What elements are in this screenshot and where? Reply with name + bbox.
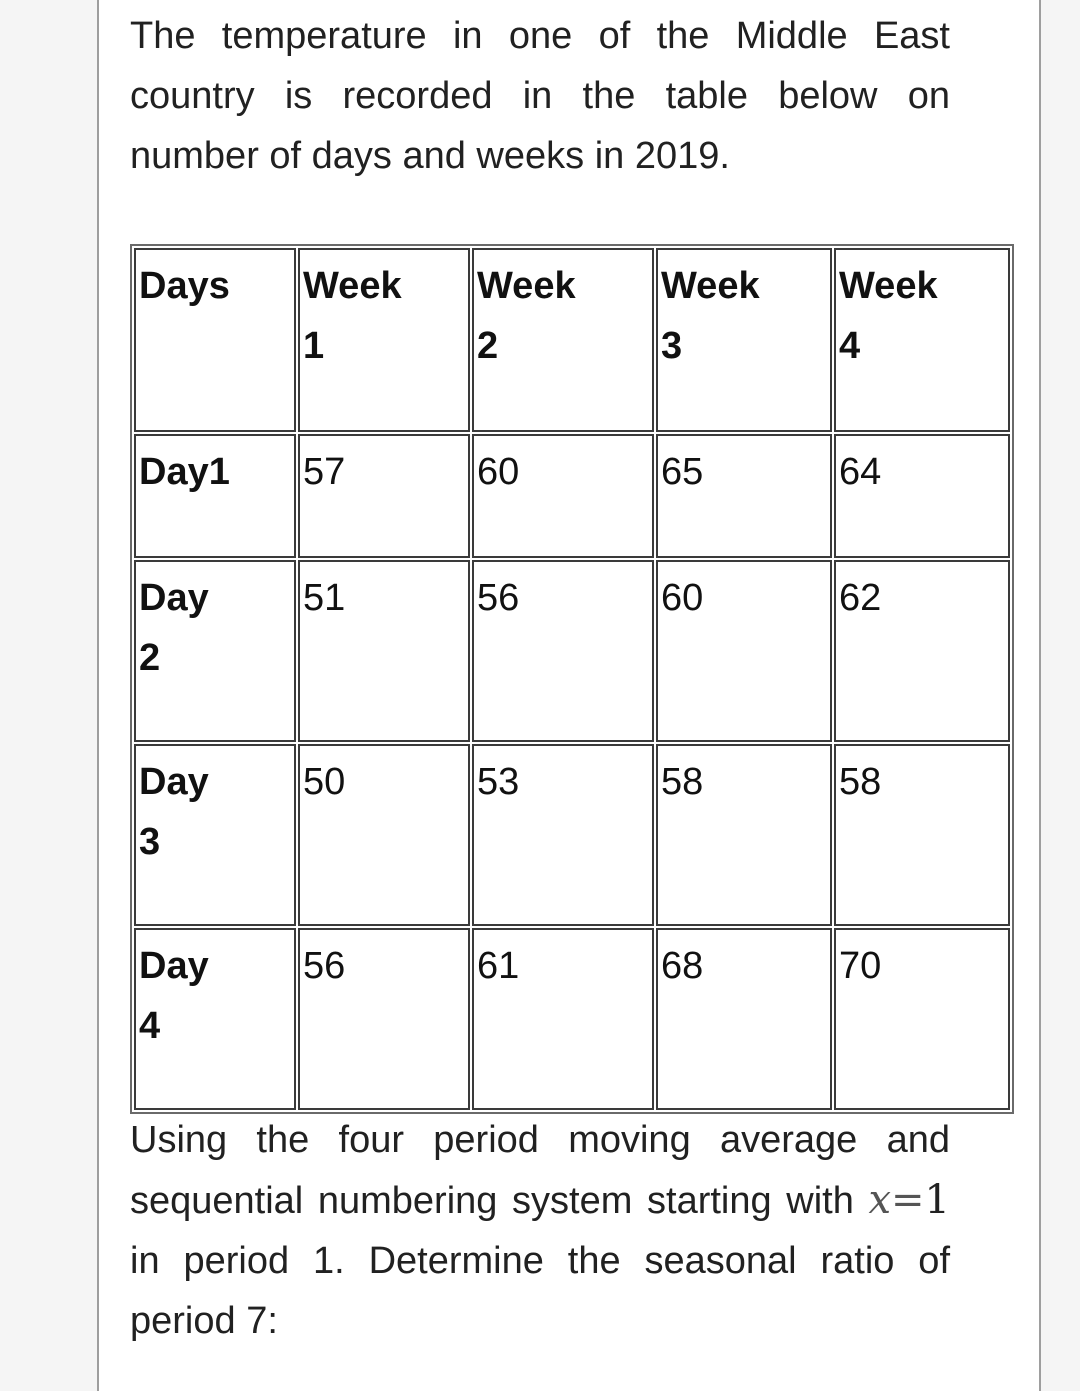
table-cell: 58 (656, 744, 832, 926)
math-equals: = (891, 1177, 925, 1223)
table-cell: 51 (298, 560, 470, 742)
question-text-1: Using the four period moving average and sequential numbering system starting with (130, 1119, 950, 1222)
intro-paragraph: The temperature in one of the Middle East country is recorded in the table below on number of days and weeks in 2019. (130, 15, 950, 177)
table-cell: 53 (472, 744, 654, 926)
math-variable: x (868, 1177, 892, 1223)
row-label: Day 2 (134, 560, 296, 742)
row-label: Day 3 (134, 744, 296, 926)
row-label: Day 4 (134, 928, 296, 1110)
table-cell: 62 (834, 560, 1010, 742)
header-week-3: Week 3 (656, 248, 832, 432)
table-cell: 60 (656, 560, 832, 742)
table-cell: 61 (472, 928, 654, 1110)
question-text-2: in period 1. Determine the seasonal ratio of period 7: (130, 1240, 950, 1342)
question-paragraph (130, 1110, 950, 1351)
table-cell: 56 (298, 928, 470, 1110)
header-week-1: Week 1 (298, 248, 470, 432)
table-header-row (134, 248, 1010, 432)
table-cell: 50 (298, 744, 470, 926)
header-days: Days (134, 248, 296, 432)
table-row (134, 560, 1010, 742)
table-row (134, 434, 1010, 558)
math-number: 1 (924, 1177, 950, 1223)
table-cell: 58 (834, 744, 1010, 926)
table-cell: 60 (472, 434, 654, 558)
table-row (134, 928, 1010, 1110)
document-page (97, 0, 1041, 1391)
table-cell: 70 (834, 928, 1010, 1110)
header-week-2: Week 2 (472, 248, 654, 432)
table-cell: 65 (656, 434, 832, 558)
row-label: Day1 (134, 434, 296, 558)
table-cell: 56 (472, 560, 654, 742)
table-cell: 68 (656, 928, 832, 1110)
math-expression (868, 1177, 950, 1223)
table-row (134, 744, 1010, 926)
temperature-table (130, 244, 1014, 1114)
table-cell: 64 (834, 434, 1010, 558)
header-week-4: Week 4 (834, 248, 1010, 432)
table-cell: 57 (298, 434, 470, 558)
